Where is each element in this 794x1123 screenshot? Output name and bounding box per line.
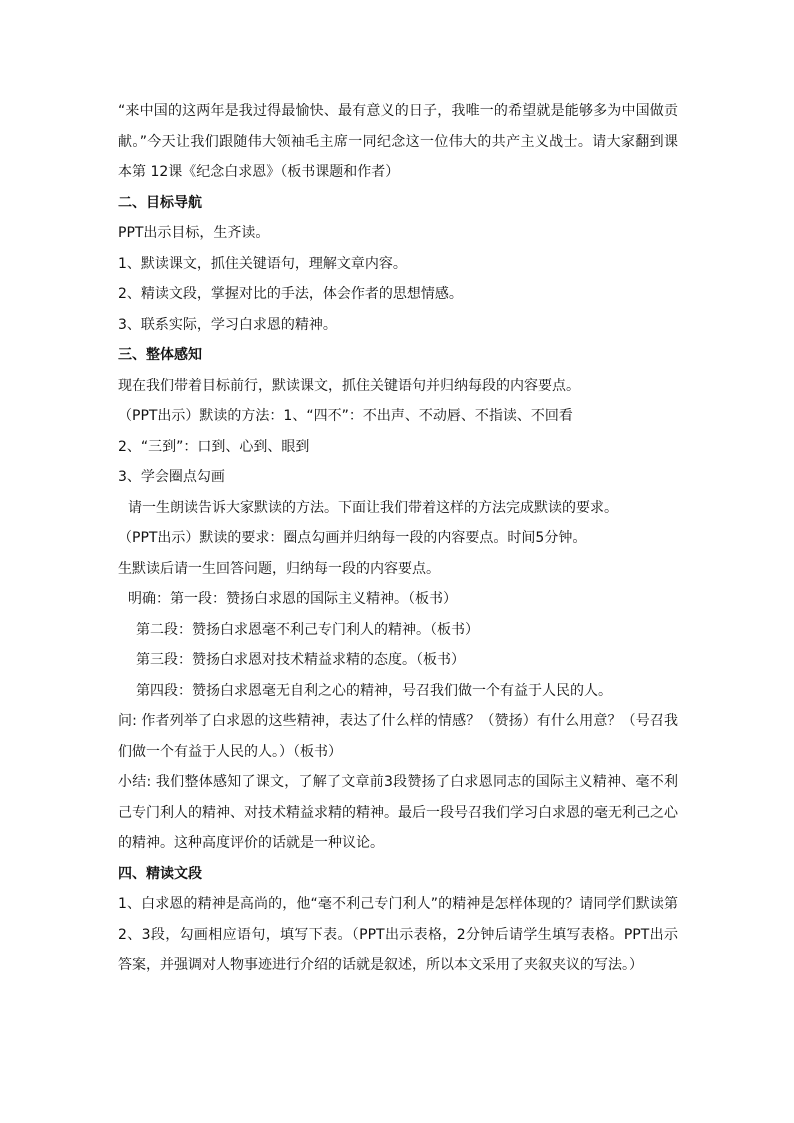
segment-2-summary: 第二段：赞扬白求恩毫不利己专门利人的精神。（板书） <box>136 621 479 638</box>
intro-paragraph: “来中国的这两年是我过得最愉快、最有意义的日子，我唯一的希望就是能够多为中国做贡献。”今天让我们跟随伟大领袖毛主席一同纪念这一位伟大的共产主义战士。请大家翻到课本第 12课《纪念白求恩》（板书课题和作者） <box>118 103 678 180</box>
reading-instruction: 现在我们带着目标前行，默读课文，抓住关键语句并归纳每段的内容要点。 <box>118 377 580 394</box>
circle-marking-line: 3、学会圈点勾画 <box>118 469 225 485</box>
segment-4-summary: 第四段：赞扬白求恩毫无自利之心的精神，号召我们做一个有益于人民的人。 <box>136 682 612 699</box>
reading-method-line: （PPT出示）默读的方法：1、“四不”：不出声、不动唇、不指读、不回看 <box>118 408 573 424</box>
summary-paragraph: 小结: 我们整体感知了课文，了解了文章前3段赞扬了白求恩同志的国际主义精神、毫不利己专门利人的精神、对技术精益求精的精神。最后一段号召我们学习白求恩的毫无利己之心的精神。这种高度评价的话就是一种议论。 <box>118 774 678 851</box>
reading-requirement-line: （PPT出示）默读的要求：圈点勾画并归纳每一段的内容要点。时间5分钟。 <box>118 530 587 546</box>
three-to-line: 2、“三到”：口到、心到、眼到 <box>118 438 310 455</box>
goal-item-1: 1、默读课文，抓住关键语句，理解文章内容。 <box>118 255 407 272</box>
segment-1-summary: 明确：第一段：赞扬白求恩的国际主义精神。（板书） <box>128 591 457 607</box>
ppt-goal-line: PPT出示目标，生齐读。 <box>118 225 270 241</box>
student-reading-line: 请一生朗读告诉大家默读的方法。下面让我们带着这样的方法完成默读的要求。 <box>128 499 618 516</box>
section-heading-overview: 三、整体感知 <box>118 347 202 363</box>
question-paragraph: 问: 作者列举了白求恩的这些精神，表达了什么样的情感？（赞扬）有什么用意？（号召我们做一个有益于人民的人。）（板书） <box>118 713 678 760</box>
close-reading-paragraph: 1、白求恩的精神是高尚的，他“毫不利己专门利人”的精神是怎样体现的？请同学们默读第 2、3段，勾画相应语句，填写下表。（PPT出示表格，2分钟后请学生填写表格。PPT出示答案，并强调对人物事迹进行介绍的话就是叙述，所以本文采用了夹叙夹议的写法。） <box>118 896 678 973</box>
segment-3-summary: 第三段：赞扬白求恩对技术精益求精的态度。（板书） <box>136 652 465 668</box>
section-heading-close-reading: 四、精读文段 <box>118 865 202 882</box>
goal-item-3: 3、联系实际，学习白求恩的精神。 <box>118 316 337 333</box>
document-page <box>118 96 678 981</box>
goal-item-2: 2、精读文段，掌握对比的手法，体会作者的思想情感。 <box>118 286 463 302</box>
student-answer-line: 生默读后请一生回答问题，归纳每一段的内容要点。 <box>118 560 440 577</box>
section-heading-goals: 二、目标导航 <box>118 194 202 211</box>
